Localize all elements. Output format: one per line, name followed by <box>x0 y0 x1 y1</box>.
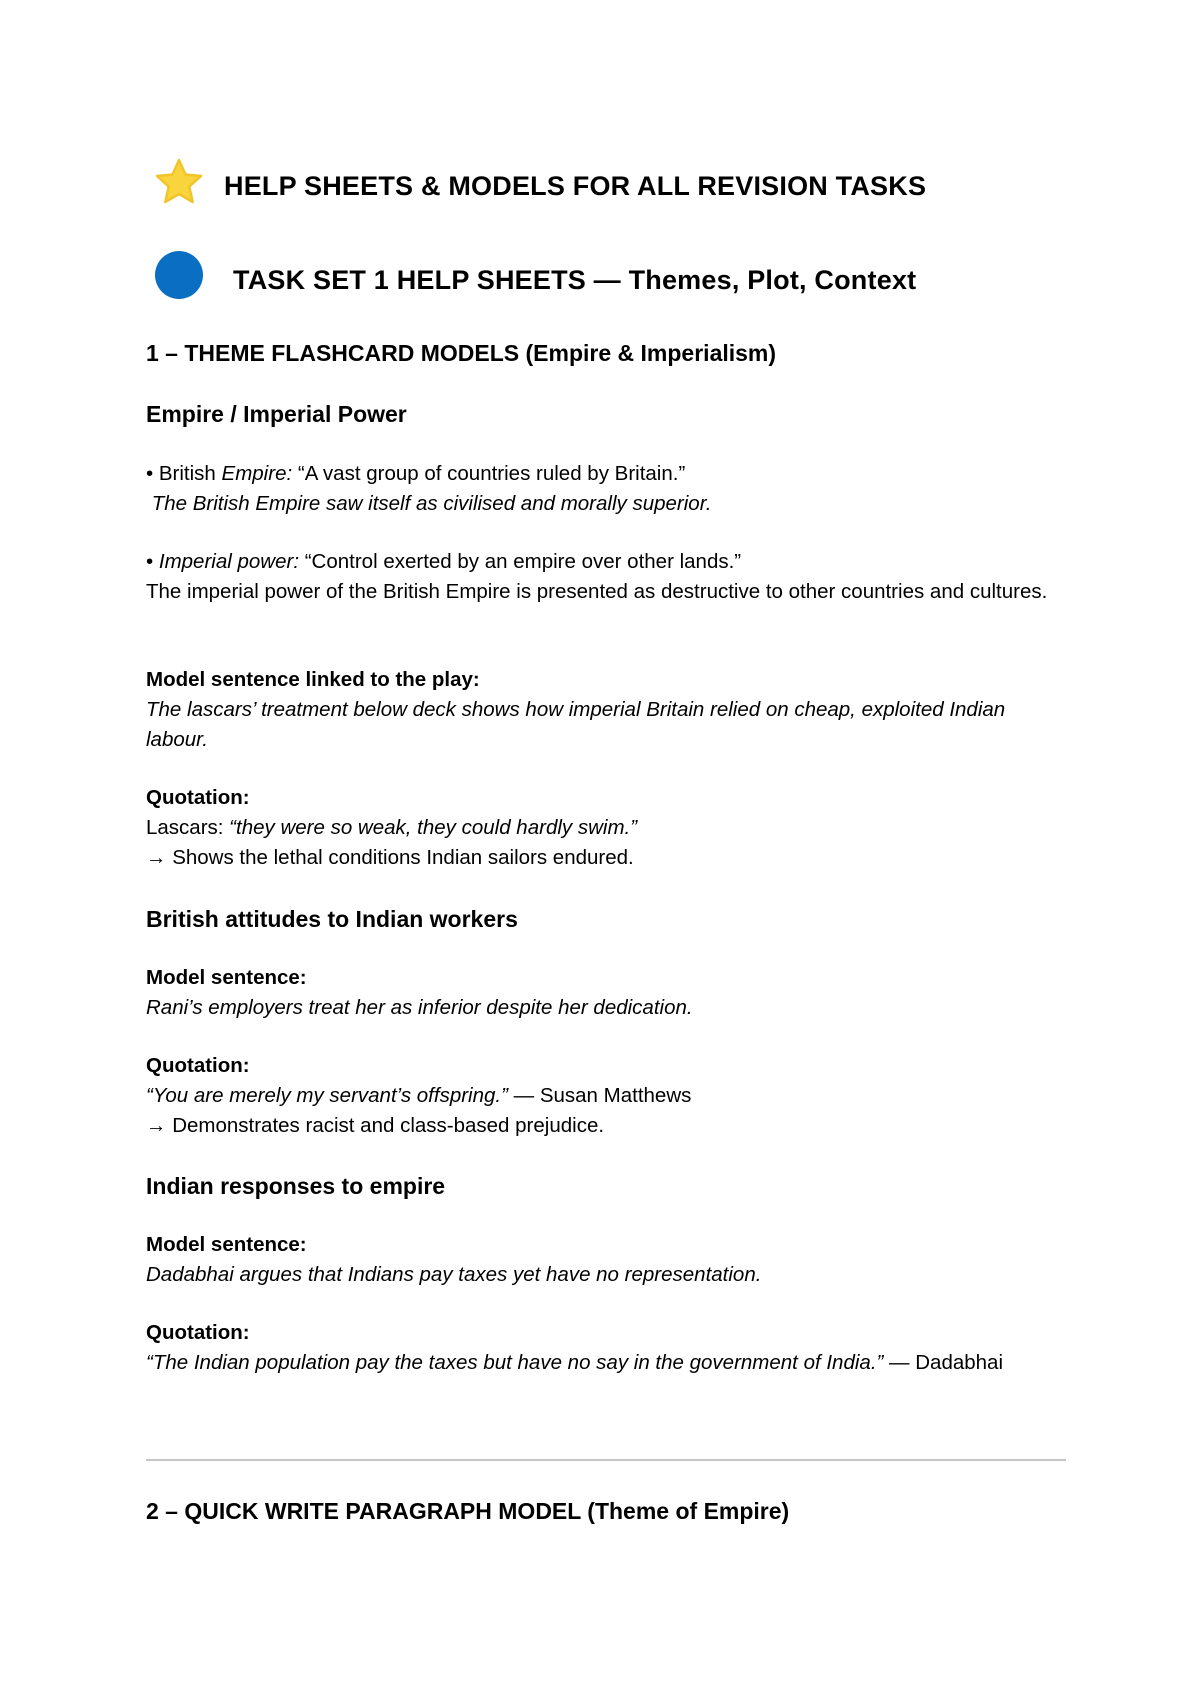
term: Imperial power: <box>158 550 300 573</box>
responses-model-block <box>146 1230 1066 1290</box>
model-sentence: The lascars’ treatment below deck shows how imperial Britain relied on cheap, exploited Indian labour. <box>146 698 1006 751</box>
responses-heading: Indian responses to empire <box>146 1173 446 1199</box>
quote-label: Quotation: <box>146 786 250 809</box>
quote-note: → Demonstrates racist and class-based prejudice. <box>146 1114 605 1137</box>
model-sentence: Dadabhai argues that Indians pay taxes yet have no representation. <box>146 1263 762 1286</box>
definition-line <box>146 459 1066 489</box>
definition-line <box>146 547 1066 577</box>
quote-speaker: Lascars: <box>146 816 230 839</box>
quote-attribution: — Susan Matthews <box>507 1084 692 1107</box>
bullet: • <box>146 550 159 573</box>
definition-text: “A vast group of countries ruled by Britain.” <box>292 462 686 485</box>
term-prefix: British <box>158 462 222 485</box>
main-title: HELP SHEETS & MODELS FOR ALL REVISION TASKS <box>224 171 927 201</box>
explanation: The British Empire saw itself as civilised and morally superior. <box>146 492 712 515</box>
empire-heading: Empire / Imperial Power <box>146 401 407 427</box>
section2-title: 2 – QUICK WRITE PARAGRAPH MODEL (Theme of Empire) <box>146 1498 790 1524</box>
model-label: Model sentence linked to the play: <box>146 668 480 691</box>
model-label: Model sentence: <box>146 966 307 989</box>
quote-label: Quotation: <box>146 1054 250 1077</box>
quote-text: “they were so weak, they could hardly swim.” <box>229 816 638 839</box>
attitudes-quote-block <box>146 1051 1066 1141</box>
quote-attribution: — Dadabhai <box>883 1351 1004 1374</box>
model-sentence: Rani’s employers treat her as inferior despite her dedication. <box>146 996 693 1019</box>
quote-note: → Shows the lethal conditions Indian sailors endured. <box>146 846 634 869</box>
task-set-title: TASK SET 1 HELP SHEETS — Themes, Plot, Context <box>233 265 917 295</box>
section1-title: 1 – THEME FLASHCARD MODELS (Empire & Imperialism) <box>146 340 777 366</box>
responses-quote-block <box>146 1318 1066 1378</box>
blue-circle-icon <box>155 251 203 299</box>
quote-text: “The Indian population pay the taxes but have no say in the government of India.” <box>146 1351 884 1374</box>
star-icon <box>154 158 204 206</box>
definition-text: “Control exerted by an empire over other lands.” <box>299 550 742 573</box>
attitudes-heading: British attitudes to Indian workers <box>146 906 518 932</box>
definition-imperial-power <box>146 547 1066 607</box>
empire-quote-block <box>146 783 1066 873</box>
bullet: • <box>146 462 159 485</box>
term: Empire: <box>221 462 293 485</box>
quote-text: “You are merely my servant’s offspring.” <box>146 1084 508 1107</box>
quote-line <box>146 813 1066 843</box>
model-label: Model sentence: <box>146 1233 307 1256</box>
quote-label: Quotation: <box>146 1321 250 1344</box>
section-divider <box>146 1459 1066 1461</box>
empire-model-block <box>146 665 1066 755</box>
quote-line <box>146 1348 1066 1378</box>
quote-line <box>146 1081 1066 1111</box>
attitudes-model-block <box>146 963 1066 1023</box>
definition-british-empire <box>146 459 1066 519</box>
explanation: The imperial power of the British Empire is presented as destructive to other countries and cultures. <box>146 580 1048 603</box>
